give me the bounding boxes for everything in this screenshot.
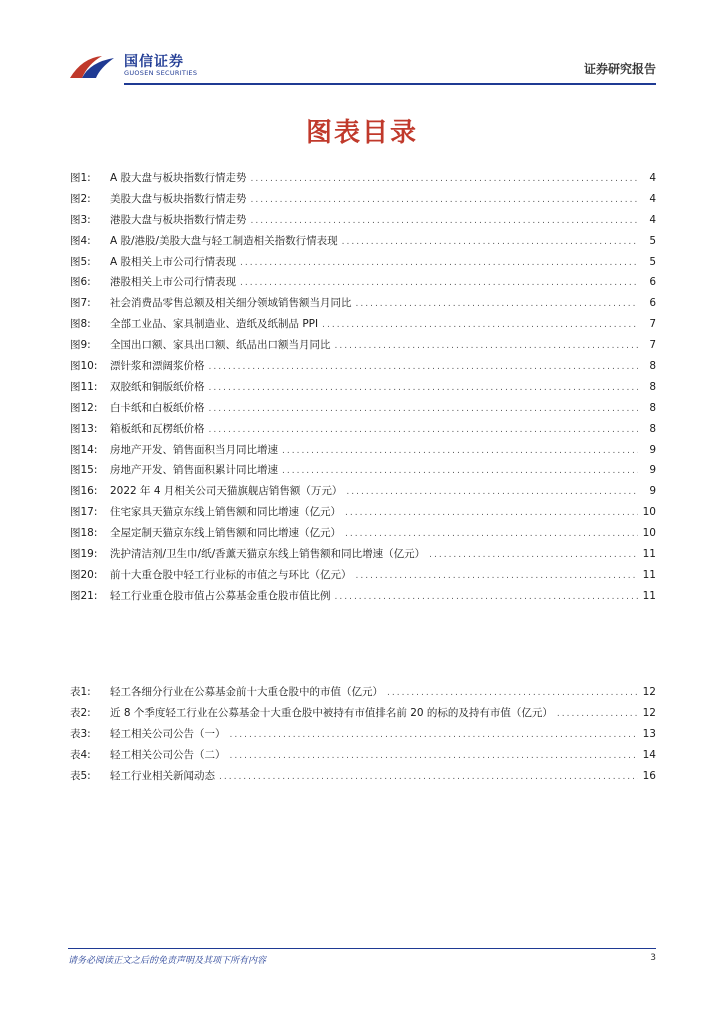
toc-leader-dots: [345, 508, 638, 518]
toc-entry-page: 4: [649, 213, 656, 226]
guosen-logo: [68, 50, 228, 82]
toc-entry-title: 美股大盘与板块指数行情走势: [110, 192, 247, 205]
toc-entry-title: 房地产开发、销售面积当月同比增速: [110, 443, 278, 456]
toc-entry-page: 10: [642, 506, 656, 519]
toc-leader-dots: [209, 362, 639, 372]
toc-entry-label: 图14:: [70, 443, 98, 456]
toc-entry-title: 轻工行业相关新闻动态: [110, 769, 215, 782]
logo-english-name: GUOSEN SECURITIES: [124, 69, 198, 77]
toc-leader-dots: [282, 446, 638, 456]
toc-entry-label: 图15:: [70, 464, 98, 477]
header-divider: [124, 83, 656, 85]
toc-entry-label: 图17:: [70, 506, 98, 519]
toc-leader-dots: [346, 487, 638, 497]
toc-entry-label: 图8:: [70, 318, 91, 331]
toc-entry-label: 图1:: [70, 172, 91, 184]
table-toc-row[interactable]: [70, 747, 656, 768]
toc-entry-page: 7: [649, 339, 656, 352]
toc-leader-dots: [322, 320, 638, 330]
toc-entry-title: 轻工各细分行业在公募基金前十大重仓股中的市值（亿元）: [110, 686, 383, 698]
toc-entry-title: 房地产开发、销售面积累计同比增速: [110, 464, 278, 477]
figure-toc-row[interactable]: [70, 191, 656, 212]
figure-toc-row[interactable]: [70, 170, 656, 191]
toc-leader-dots: [335, 592, 639, 602]
page-title: 图表目录: [305, 118, 418, 148]
toc-leader-dots: [251, 195, 639, 205]
table-toc: [70, 684, 656, 788]
toc-entry-page: 9: [649, 485, 656, 498]
toc-entry-label: 图2:: [70, 192, 91, 205]
toc-entry-label: 图19:: [70, 548, 98, 561]
toc-entry-title: 白卡纸和白板纸价格: [110, 401, 205, 414]
toc-leader-dots: [230, 730, 639, 740]
toc-entry-page: 9: [649, 464, 656, 477]
guosen-logo-icon: [68, 52, 118, 80]
toc-entry-page: 5: [649, 255, 656, 268]
toc-entry-title: 轻工行业重仓股市值占公募基金重仓股市值比例: [110, 589, 331, 602]
toc-entry-title: 轻工相关公司公告（二）: [110, 748, 226, 761]
toc-entry-title: 箱板纸和瓦楞纸价格: [110, 422, 205, 435]
table-toc-row[interactable]: [70, 768, 656, 789]
toc-entry-title: A 股/港股/美股大盘与轻工制造相关指数行情表现: [110, 234, 338, 247]
figure-toc-row[interactable]: [70, 316, 656, 337]
toc-entry-title: 轻工相关公司公告（一）: [110, 727, 226, 740]
figure-toc-row[interactable]: [70, 483, 656, 504]
figure-toc-row[interactable]: [70, 274, 656, 295]
figure-toc-row[interactable]: [70, 567, 656, 588]
toc-entry-label: 图13:: [70, 422, 98, 435]
toc-leader-dots: [240, 258, 638, 268]
toc-entry-page: 8: [649, 380, 656, 393]
toc-entry-label: 图4:: [70, 234, 91, 247]
toc-leader-dots: [209, 383, 639, 393]
toc-entry-page: 14: [642, 748, 656, 761]
toc-entry-page: 6: [649, 297, 656, 310]
toc-entry-title: 全屋定制天猫京东线上销售额和同比增速（亿元）: [110, 527, 341, 540]
toc-entry-label: 图7:: [70, 297, 91, 310]
toc-leader-dots: [230, 751, 639, 761]
toc-entry-page: 5: [649, 234, 656, 247]
toc-entry-label: 表1:: [70, 686, 91, 698]
page-header: [68, 50, 656, 82]
toc-entry-label: 图10:: [70, 360, 98, 373]
toc-entry-page: 11: [642, 589, 656, 602]
figure-toc-row[interactable]: [70, 442, 656, 463]
toc-entry-page: 11: [642, 568, 656, 581]
toc-entry-label: 图6:: [70, 276, 91, 289]
toc-leader-dots: [282, 466, 638, 476]
toc-entry-page: 7: [649, 318, 656, 331]
toc-leader-dots: [335, 341, 639, 351]
toc-entry-title: 漂针浆和漂阔浆价格: [110, 360, 205, 373]
toc-leader-dots: [429, 550, 638, 560]
report-type-label: 证券研究报告: [583, 62, 656, 76]
toc-entry-title: 洗护清洁剂/卫生巾/纸/香薰天猫京东线上销售额和同比增速（亿元）: [110, 548, 426, 561]
toc-entry-label: 图11:: [70, 380, 98, 393]
toc-entry-title: 前十大重仓股中轻工行业标的市值之与环比（亿元）: [110, 568, 352, 581]
toc-leader-dots: [342, 237, 638, 247]
toc-entry-title: 全部工业品、家具制造业、造纸及纸制品 PPI: [110, 318, 319, 331]
toc-entry-page: 6: [649, 276, 656, 289]
toc-entry-label: 表2:: [70, 706, 91, 719]
figure-toc-row[interactable]: [70, 212, 656, 233]
footer-disclaimer: 请务必阅读正文之后的免责声明及其项下所有内容: [68, 956, 267, 966]
toc-entry-title: 社会消费品零售总额及相关细分领域销售额当月同比: [110, 297, 352, 310]
toc-entry-label: 图21:: [70, 589, 98, 602]
figure-toc-row[interactable]: [70, 588, 656, 609]
toc-entry-label: 图16:: [70, 485, 98, 498]
toc-leader-dots: [240, 278, 638, 288]
toc-leader-dots: [209, 404, 639, 414]
toc-leader-dots: [251, 174, 638, 184]
toc-entry-label: 图20:: [70, 568, 98, 581]
toc-entry-label: 图12:: [70, 401, 98, 414]
toc-entry-label: 图9:: [70, 339, 91, 352]
figure-toc: [70, 170, 656, 609]
toc-leader-dots: [251, 216, 639, 226]
figure-toc-row[interactable]: [70, 379, 656, 400]
figure-toc-row[interactable]: [70, 421, 656, 442]
figure-toc-row[interactable]: [70, 233, 656, 254]
table-toc-row[interactable]: [70, 705, 656, 726]
toc-leader-dots: [387, 688, 638, 698]
toc-entry-page: 4: [649, 172, 656, 184]
toc-leader-dots: [219, 772, 638, 782]
toc-entry-label: 表3:: [70, 727, 91, 740]
figure-toc-row[interactable]: [70, 525, 656, 546]
toc-entry-title: 近 8 个季度轻工行业在公募基金十大重仓股中被持有市值排名前 20 的标的及持有市值（亿元）: [110, 706, 553, 719]
footer-divider: [68, 948, 656, 949]
figure-toc-row[interactable]: [70, 462, 656, 483]
figure-toc-row[interactable]: [70, 400, 656, 421]
figure-toc-row[interactable]: [70, 337, 656, 358]
figure-toc-row[interactable]: [70, 254, 656, 275]
toc-entry-label: 图18:: [70, 527, 98, 540]
figure-toc-row[interactable]: [70, 504, 656, 525]
page-number: 3: [650, 953, 656, 963]
toc-entry-page: 12: [642, 686, 656, 698]
toc-entry-page: 12: [642, 706, 656, 719]
toc-entry-page: 9: [649, 443, 656, 456]
toc-leader-dots: [356, 571, 639, 581]
toc-entry-title: A 股大盘与板块指数行情走势: [110, 172, 247, 184]
toc-entry-title: 双胶纸和铜版纸价格: [110, 380, 205, 393]
toc-entry-title: A 股相关上市公司行情表现: [110, 255, 237, 268]
table-toc-row[interactable]: [70, 684, 656, 705]
toc-entry-title: 港股大盘与板块指数行情走势: [110, 213, 247, 226]
figure-toc-row[interactable]: [70, 546, 656, 567]
toc-entry-label: 表4:: [70, 748, 91, 761]
toc-entry-page: 8: [649, 360, 656, 373]
toc-entry-page: 8: [649, 422, 656, 435]
toc-entry-page: 4: [649, 192, 656, 205]
toc-entry-label: 图5:: [70, 255, 91, 268]
toc-entry-page: 11: [642, 548, 656, 561]
toc-entry-title: 港股相关上市公司行情表现: [110, 276, 236, 289]
toc-leader-dots: [356, 299, 639, 309]
figure-toc-row[interactable]: [70, 295, 656, 316]
toc-entry-page: 13: [642, 727, 656, 740]
toc-entry-title: 2022 年 4 月相关公司天猫旗舰店销售额（万元）: [110, 485, 343, 498]
toc-entry-page: 8: [649, 401, 656, 414]
toc-entry-page: 10: [642, 527, 656, 540]
logo-chinese-name: 国信证券: [124, 54, 184, 70]
toc-leader-dots: [557, 709, 638, 719]
figure-toc-row[interactable]: [70, 358, 656, 379]
toc-leader-dots: [209, 425, 639, 435]
toc-leader-dots: [345, 529, 638, 539]
toc-entry-page: 16: [642, 769, 656, 782]
table-toc-row[interactable]: [70, 726, 656, 747]
toc-entry-label: 表5:: [70, 769, 91, 782]
toc-entry-title: 全国出口额、家具出口额、纸品出口额当月同比: [110, 339, 331, 352]
toc-entry-label: 图3:: [70, 213, 91, 226]
toc-entry-title: 住宅家具天猫京东线上销售额和同比增速（亿元）: [110, 506, 341, 519]
